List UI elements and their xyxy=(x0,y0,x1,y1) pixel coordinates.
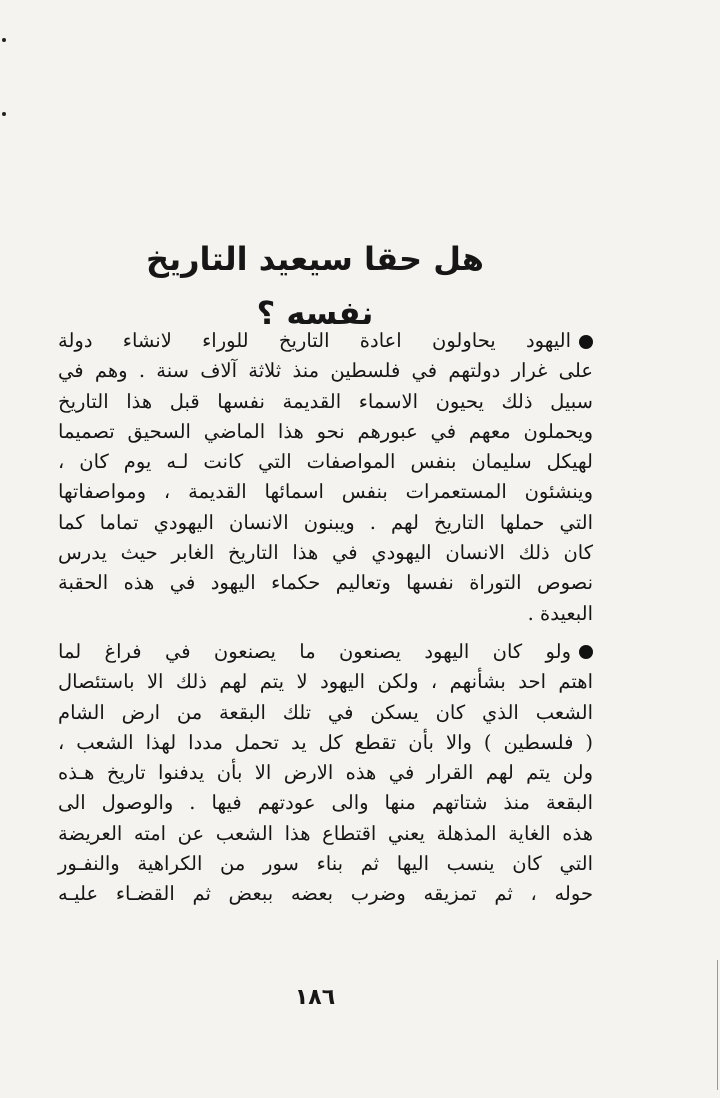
text-line: هذه الغاية المذهلة يعني اقتطاع هذا الشعب عن امته العريضة xyxy=(58,821,593,845)
text-line: ( فلسطين ) والا بأن تقطع كل يد تحمل مددا لهذا الشعب ، xyxy=(58,730,593,754)
text-line: ولو كان اليهود يصنعون ما يصنعون في فراغ لما xyxy=(58,637,593,667)
text-line: التي حملها التاريخ لهم . ويبنون الانسان اليهودي تماما كما xyxy=(58,510,593,534)
bullet-icon xyxy=(579,645,593,659)
text-line: البعيدة . xyxy=(527,601,593,625)
chapter-title: هل حقا سيعيد التاريخ نفسه ؟ xyxy=(146,240,484,332)
text-line: البقعة منذ شتاتهم منها والى عودتهم فيها . والوصول الى xyxy=(58,791,593,815)
text-line: حوله ، ثم تمزيقه وضرب بعضه ببعض ثم القضـاء عليـه xyxy=(58,882,593,906)
text-line: لهيكل سليمان بنفس المواصفات التي كانت لـه يوم كان ، xyxy=(58,450,593,474)
text-line: نصوص التوراة نفسها وتعاليم حكماء اليهود في هذه الحقبة xyxy=(58,571,593,595)
text-line: على غرار دولتهم في فلسطين منذ ثلاثة آلاف سنة . وهم في xyxy=(58,359,593,383)
scan-speck xyxy=(2,112,6,116)
text-line: ويحملون معهم في عبورهم نحو هذا الماضي السحيق تصميما xyxy=(58,419,593,443)
text-line: الشعب الذي كان يسكن في تلك البقعة من ارض الشام xyxy=(58,700,593,724)
paragraph-1 xyxy=(58,326,593,629)
page-number: ١٨٦ xyxy=(294,985,336,1010)
text-line: اليهود يحاولون اعادة التاريخ للوراء لانشاء دولة xyxy=(58,326,593,356)
scan-speck xyxy=(2,38,6,42)
paragraph-2 xyxy=(58,637,593,910)
text-line: التي كان ينسب اليها ثم بناء سور من الكراهية والنفـور xyxy=(58,852,593,876)
body-text xyxy=(58,326,593,910)
text-line: سبيل ذلك يحيون الاسماء القديمة نفسها قبل هذا التاريخ xyxy=(58,389,593,413)
text-line: اهتم احد بشأنهم ، ولكن اليهود لا يتم لهم ذلك الا باستئصال xyxy=(58,670,593,694)
text-line: كان ذلك الانسان اليهودي في هذا التاريخ الغابر حيث يدرس xyxy=(58,541,593,565)
text-line: وينشئون المستعمرات بنفس اسمائها القديمة ، ومواصفاتها xyxy=(58,480,593,504)
text-line: ولن يتم لهم القرار في هذه الارض الا بأن يدفنوا تاريخ هـذه xyxy=(58,761,593,785)
page-edge-line xyxy=(717,960,718,1090)
bullet-icon xyxy=(579,335,593,349)
